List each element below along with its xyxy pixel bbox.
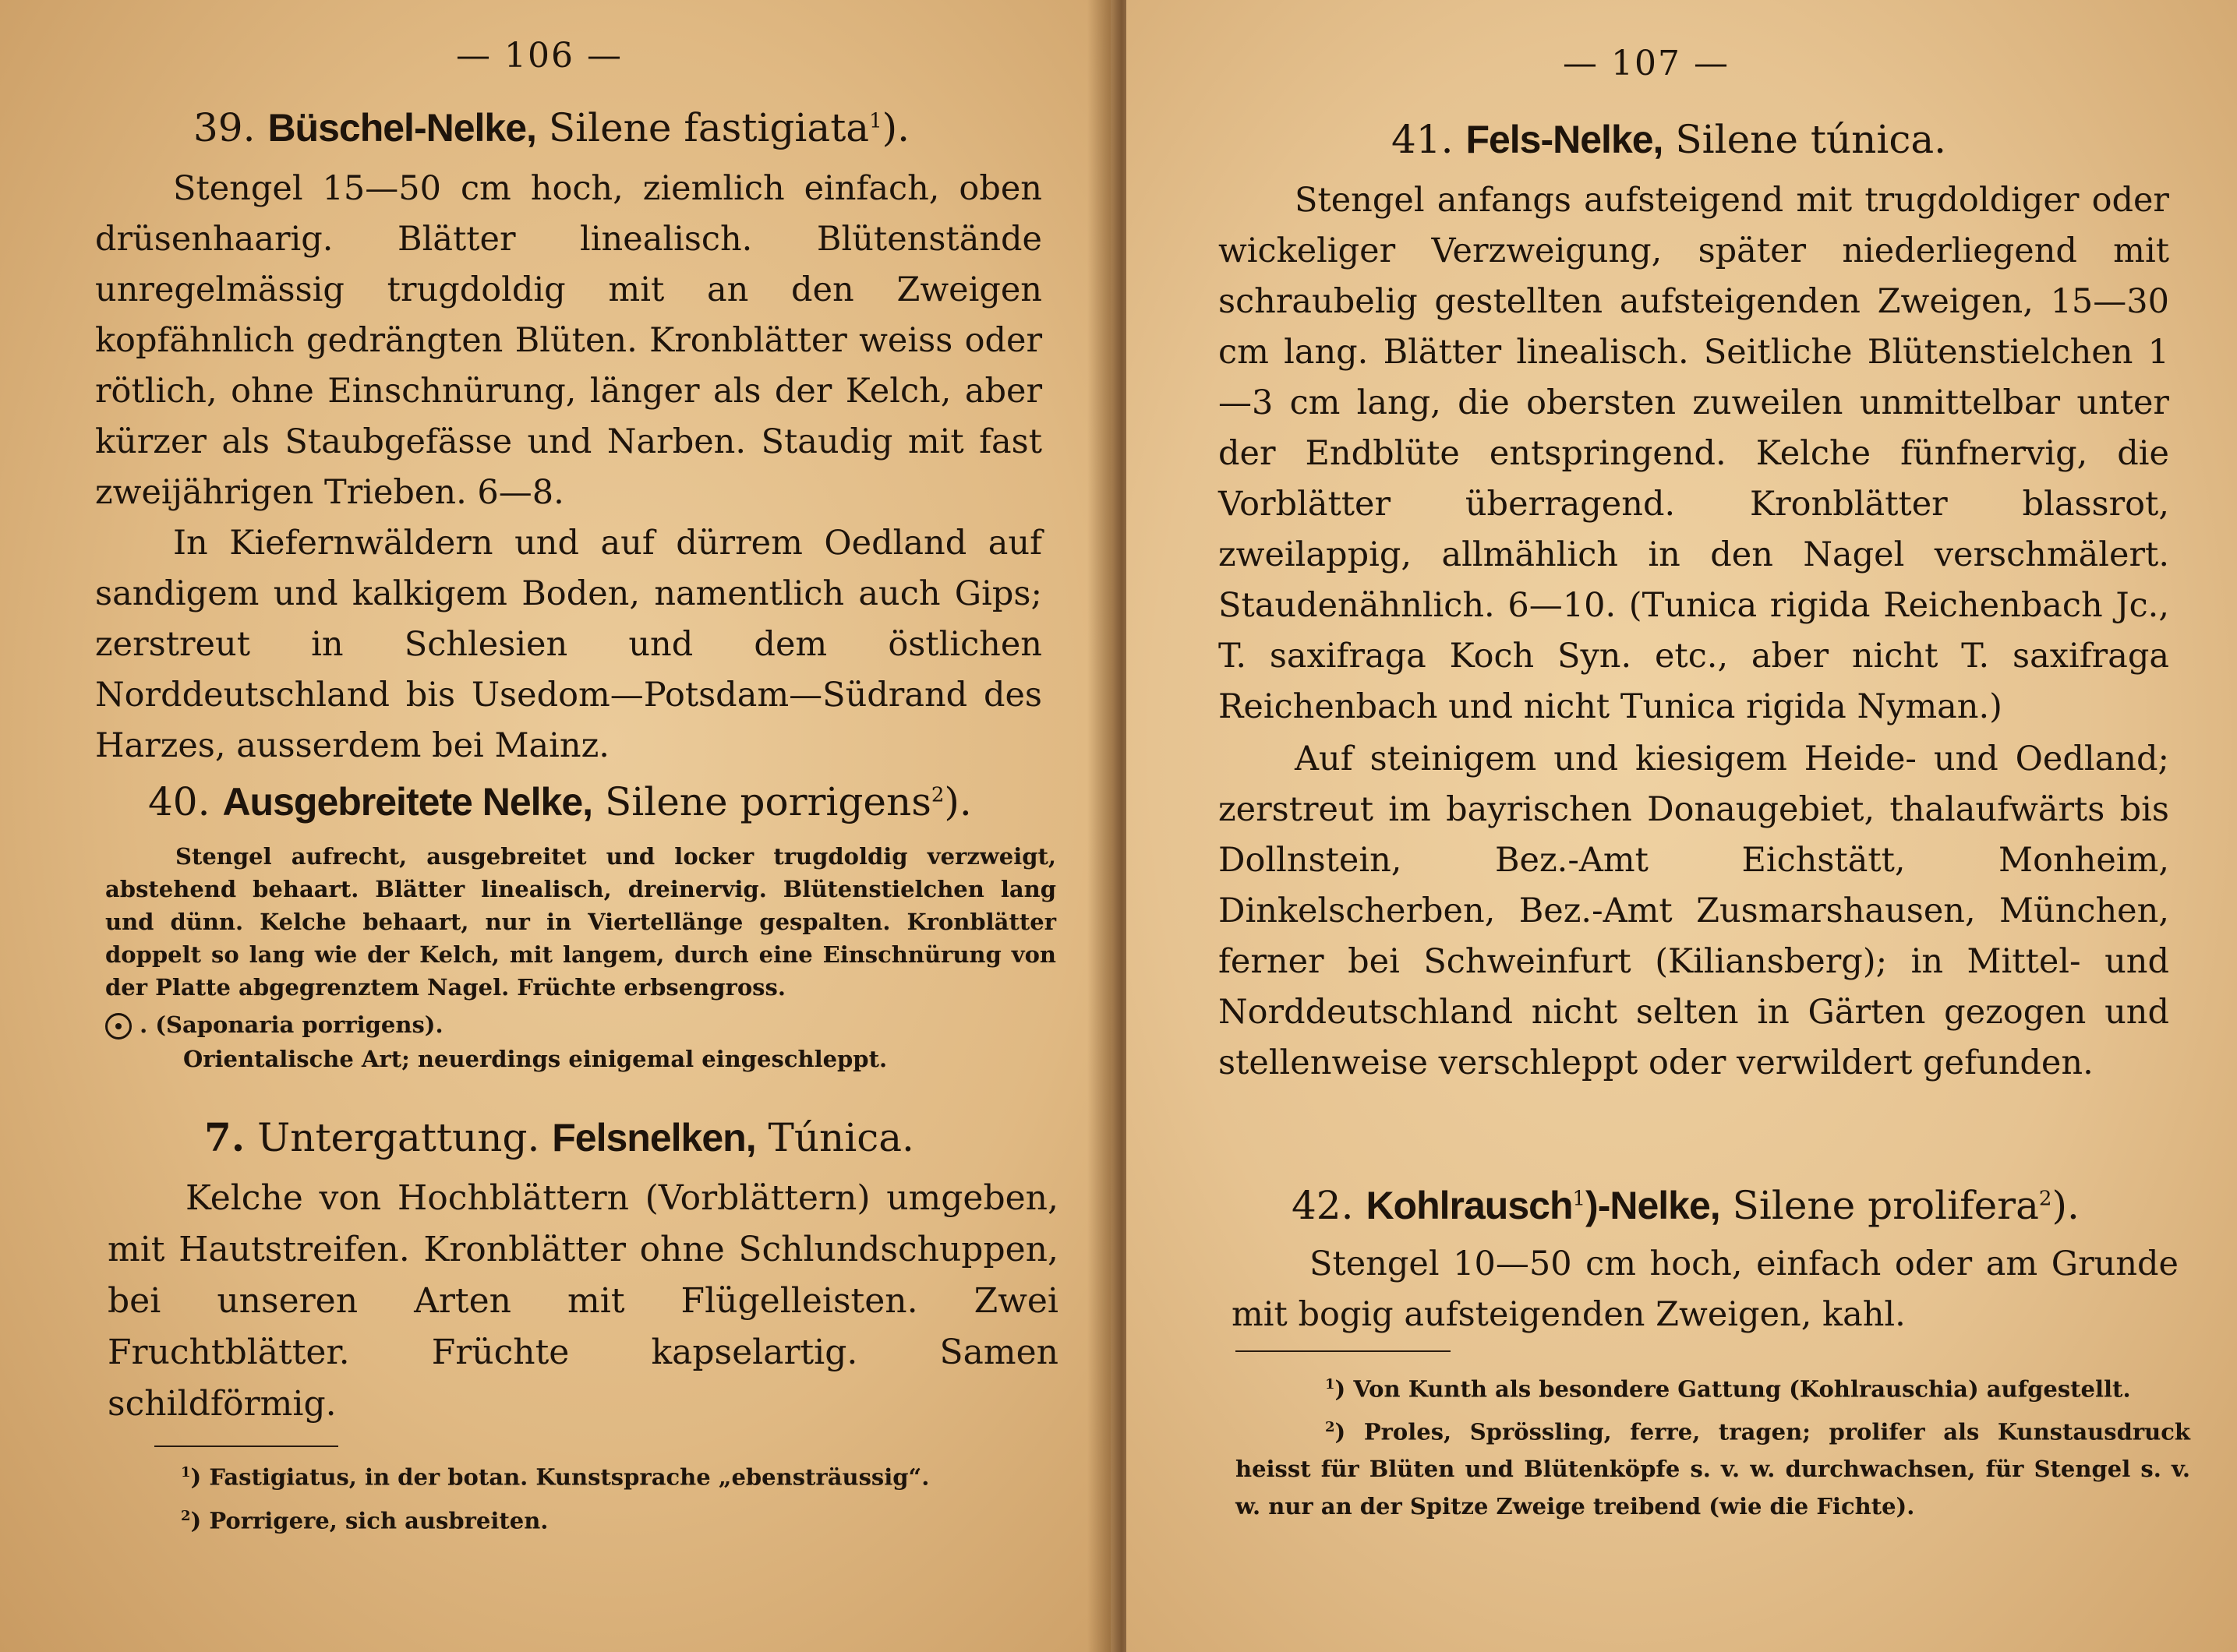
footnote-1 (1235, 1365, 2190, 1409)
species-number: 40. (148, 779, 210, 824)
heading-close: ). (882, 105, 910, 150)
footnote-divider (1235, 1350, 1451, 1352)
subgenus-latin: Túnica. (768, 1115, 914, 1160)
species-number: 42. (1292, 1183, 1354, 1228)
footnote-2 (181, 1497, 929, 1541)
species-latin-name: Silene túnica. (1675, 117, 1947, 162)
species-40-synonym: . (Saponaria porrigens). (140, 1011, 444, 1038)
right-page (1126, 0, 2237, 1652)
heading-close: ). (2051, 1183, 2080, 1228)
subgenus-name: Felsnelken, (552, 1116, 756, 1160)
species-39-range: In Kiefernwäldern und auf dürrem Oedland auf sandigem und kalkigem Boden, namentlich auch Gips; zerstreut in Schlesien und dem östlichen Norddeutschland bis Usedom—Potsdam—Südrand des Harzes, ausserdem bei Mainz. (95, 524, 1042, 765)
species-40-description: Stengel aufrecht, ausgebreitet und locker trugdoldig verzweigt, abstehend behaart. Blätter linealisch, dreinervig. Blütenstielchen lang und dünn. Kelche behaart, nur in Viertellänge gespalten. Kronblätter doppelt so lang wie der Kelch, mit langem, durch eine Einschnürung von der Platte abgegrenztem Nagel. Früchte erbsengross. (105, 843, 1056, 1001)
footnote-mark: 2 (181, 1507, 191, 1524)
species-39-description-block (95, 164, 1042, 771)
footnote-mark: 1 (869, 109, 882, 133)
species-40-symbol-line (105, 1008, 1056, 1041)
species-common-name: Fels-Nelke, (1465, 118, 1663, 161)
species-39-heading (193, 105, 910, 150)
species-41-range: Auf steinigem und kiesigem Heide- und Oedland; zerstreut im bayrischen Donaugebiet, thalaufwärts bis Dollnstein, Bez.-Amt Eichstätt, Monheim, Dinkelscherben, Bez.-Amt Zusmarshausen, München, ferner bei Schweinfurt (Kiliansberg); in Mittel- und Norddeutschland nicht selten in Gärten gezogen und stellenweise verschleppt oder verwildert gefunden. (1218, 740, 2169, 1082)
species-common-name: Ausgebreitete Nelke, (222, 780, 593, 824)
footnote-mark: 2 (931, 783, 945, 807)
species-40-heading (148, 779, 972, 824)
species-40-description-block (105, 840, 1056, 1075)
footnote-mark: 2 (1325, 1418, 1335, 1435)
species-common-name-a: Kohlrausch (1366, 1184, 1573, 1227)
page-number: — 106 — (456, 36, 623, 76)
footnote-mark: 1 (1572, 1187, 1586, 1211)
species-42-description: Stengel 10—50 cm hoch, einfach oder am Grunde mit bogig aufsteigenden Zweigen, kahl. (1232, 1244, 2179, 1334)
footnotes (1235, 1365, 2190, 1525)
subgenus-number: 7. (204, 1114, 246, 1160)
footnote-mark: 2 (2038, 1187, 2052, 1211)
species-41-description: Stengel anfangs aufsteigend mit trugdoldiger oder wickeliger Verzweigung, später niederliegend mit schraubelig gestellten aufsteigenden Zweigen, 15—30 cm lang. Blätter linealisch. Seitliche Blütenstielchen 1—3 cm lang, die obersten zuweilen unmittelbar unter der Endblüte entspringend. Kelche fünfnervig, die Vorblätter überragend. Kronblätter blassrot, zweilappig, allmählich in den Nagel verschmälert. Staudenähnlich. 6—10. (Tunica rigida Reichenbach Jc., T. saxifraga Koch Syn. etc., aber nicht T. saxifraga Reichenbach und nicht Tunica rigida Nyman.) (1218, 181, 2169, 726)
species-41-description-block (1218, 175, 2169, 1089)
species-42-heading (1292, 1183, 2080, 1228)
species-common-name-b: )-Nelke, (1585, 1184, 1720, 1227)
species-latin-name: Silene porrigens (604, 779, 931, 824)
species-number: 39. (193, 105, 256, 150)
footnote-mark: 1 (181, 1464, 191, 1481)
species-number: 41. (1391, 117, 1454, 162)
species-common-name: Büschel-Nelke, (267, 106, 536, 150)
subgenus-description-block (108, 1173, 1058, 1430)
footnote-mark: 1 (1325, 1376, 1335, 1393)
species-41-heading (1391, 117, 1946, 162)
footnote-text: ) Porrigere, sich ausbreiten. (190, 1507, 549, 1534)
subgenus-label: Untergattung. (257, 1115, 540, 1160)
footnote-2 (1235, 1409, 2190, 1526)
footnotes (181, 1453, 929, 1540)
species-latin-name: Silene prolifera (1732, 1183, 2039, 1228)
footnote-1 (181, 1453, 929, 1497)
subgenus-heading (204, 1114, 914, 1160)
species-39-description: Stengel 15—50 cm hoch, ziemlich einfach, oben drüsenhaarig. Blätter linealisch. Blütenstände unregelmässig trugdoldig mit an den Zweigen kopfähnlich gedrängten Blüten. Kronblätter weiss oder rötlich, ohne Einschnürung, länger als der Kelch, aber kürzer als Staubgefässe und Narben. Staudig mit fast zweijährigen Trieben. 6—8. (95, 169, 1042, 512)
species-latin-name: Silene fastigiata (548, 105, 870, 150)
footnote-text: ) Fastigiatus, in der botan. Kunstsprache „ebensträussig“. (190, 1463, 930, 1491)
footnote-text: ) Proles, Sprössling, ferre, tragen; prolifer als Kunstausdruck heisst für Blüten und Blütenköpfe s. v. w. durchwachsen, für Stengel s. v. w. nur an der Spitze Zweige treibend (wie die Fichte). (1235, 1418, 2190, 1520)
heading-close: ). (944, 779, 972, 824)
biennial-symbol-icon (105, 1013, 132, 1040)
footnote-text: ) Von Kunth als besondere Gattung (Kohlrauschia) aufgestellt. (1334, 1375, 2131, 1403)
species-42-description-block (1232, 1239, 2179, 1340)
page-number: — 107 — (1563, 44, 1730, 83)
species-40-range: Orientalische Art; neuerdings einigemal eingeschleppt. (183, 1046, 888, 1072)
footnote-divider (154, 1446, 338, 1447)
left-page (0, 0, 1111, 1652)
subgenus-description: Kelche von Hochblättern (Vorblättern) umgeben, mit Hautstreifen. Kronblätter ohne Schlundschuppen, bei unseren Arten mit Flügelleisten. Zwei Fruchtblätter. Früchte kapselartig. Samen schildförmig. (108, 1178, 1058, 1424)
